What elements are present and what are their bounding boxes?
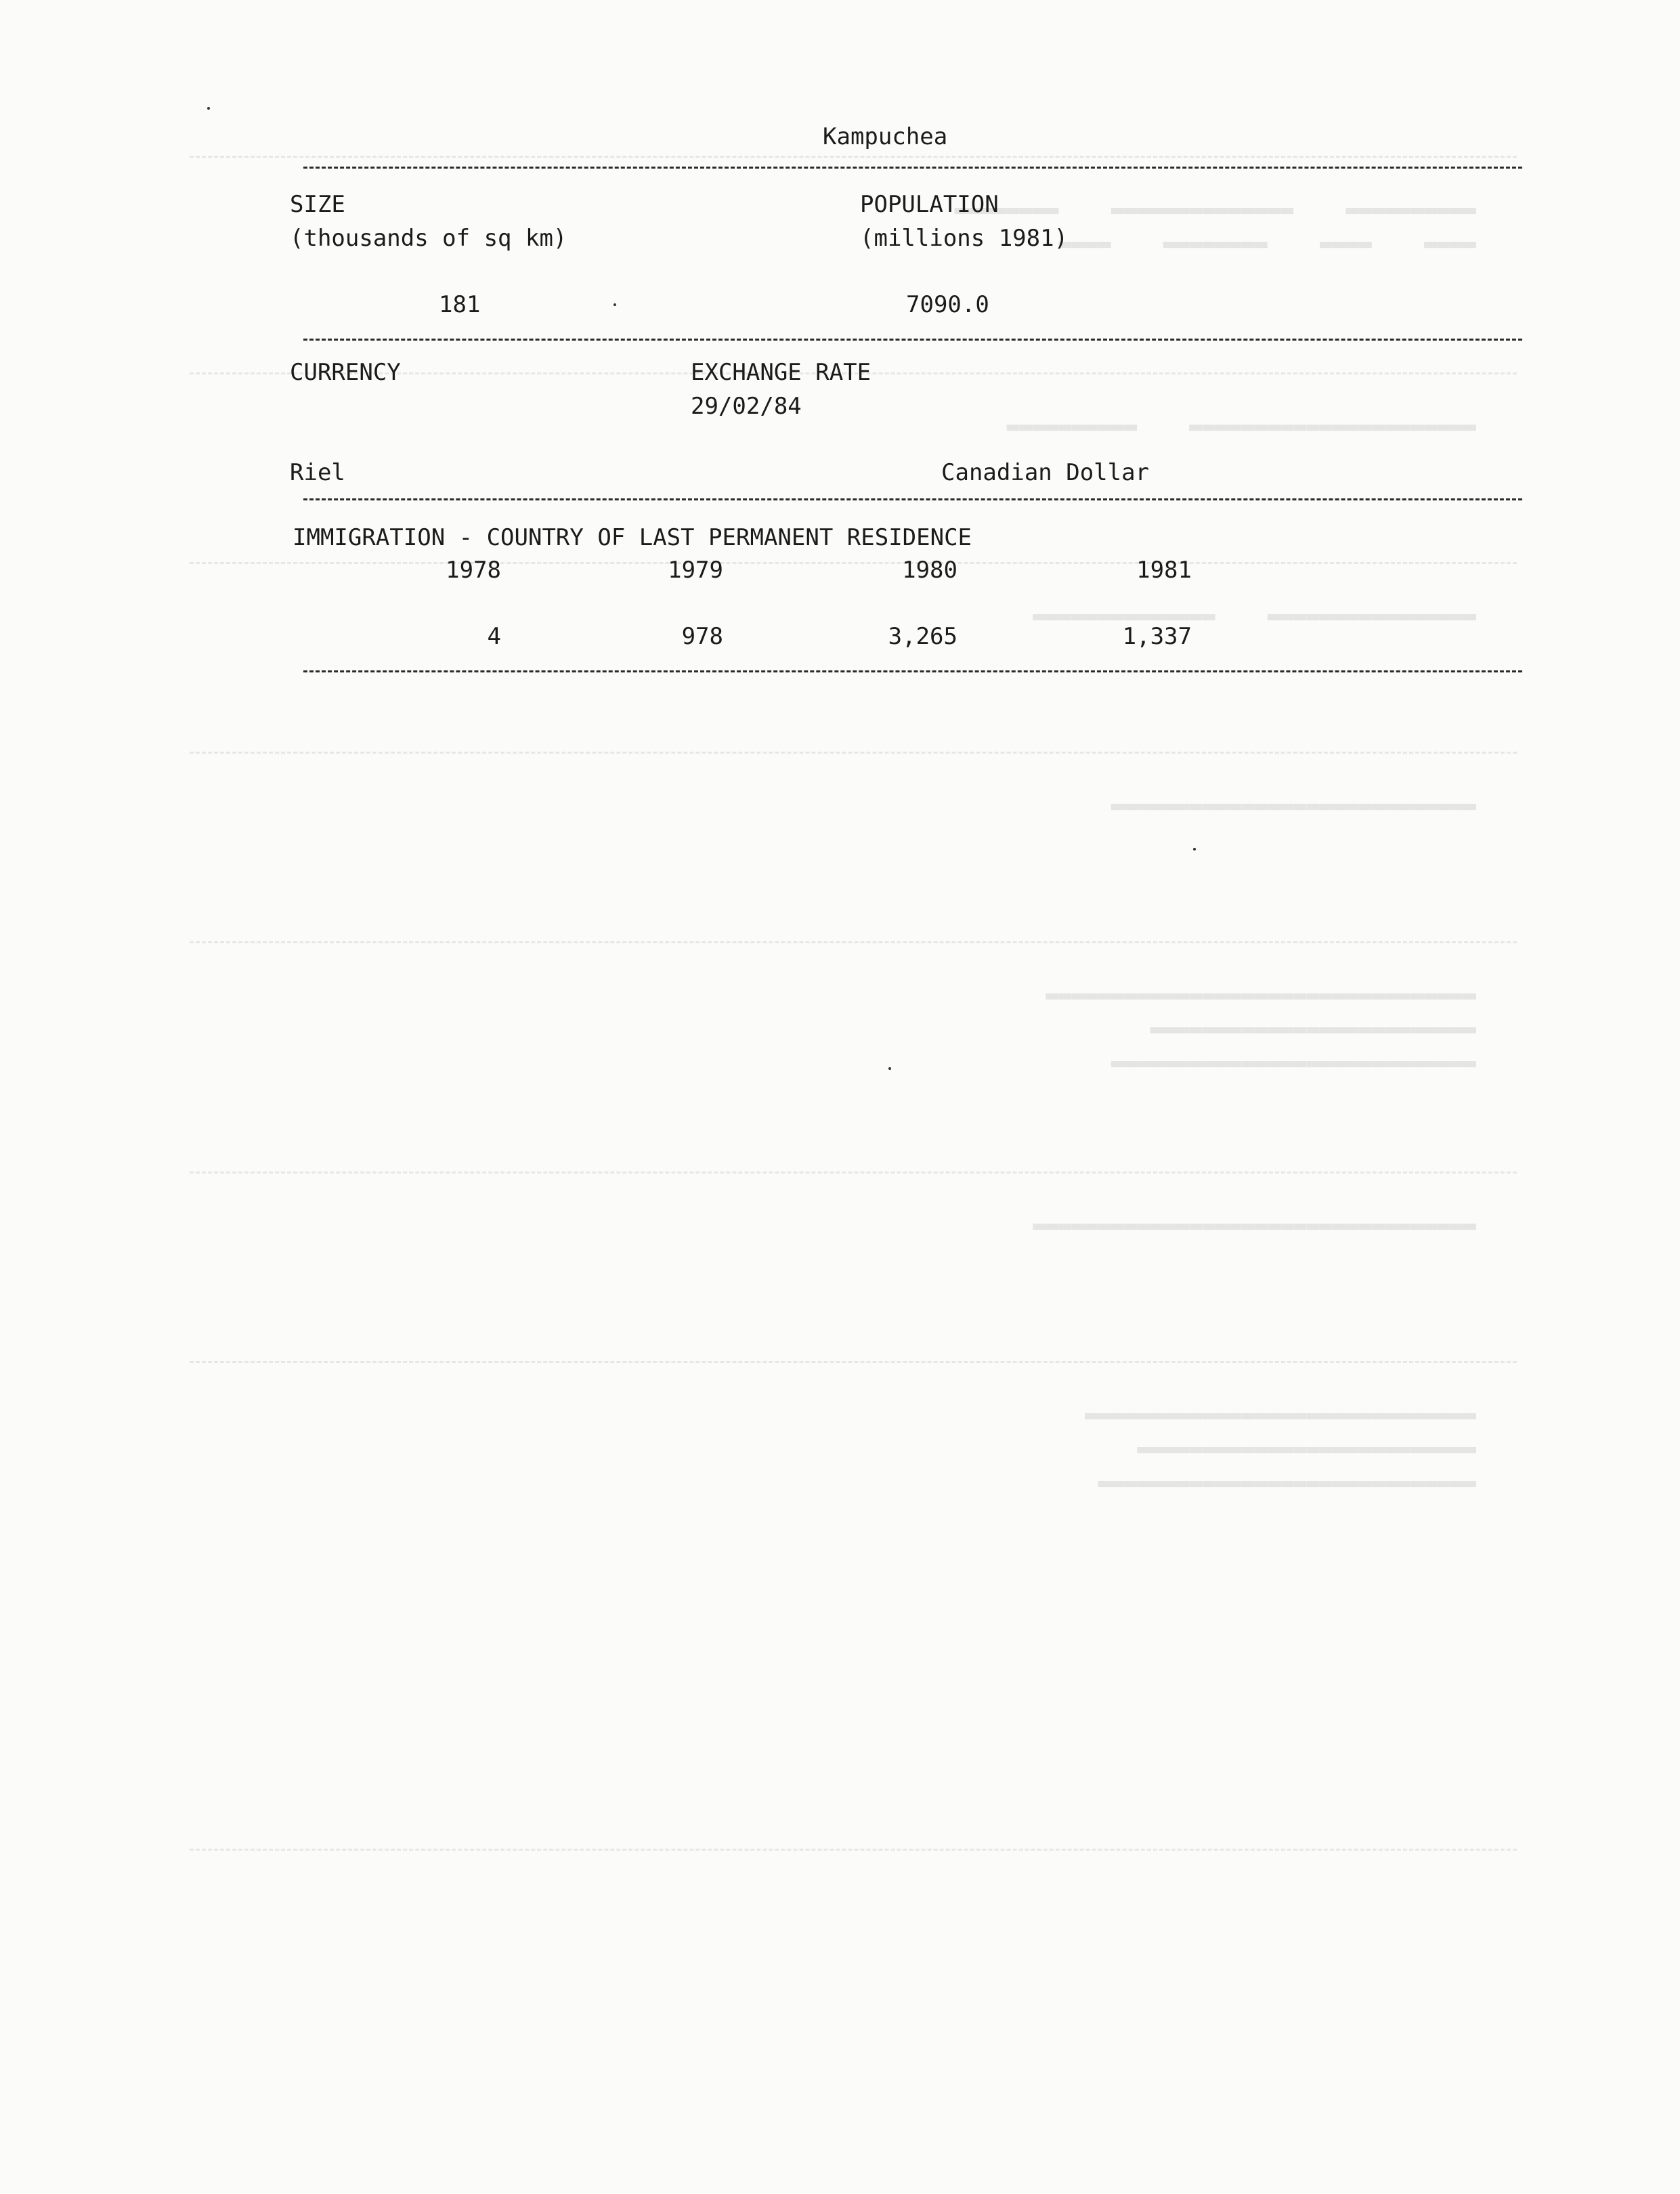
scan-speck [207,107,210,110]
immigration-year: 1980 [902,557,957,584]
exchange-rate-value: Canadian Dollar [941,459,1150,486]
exchange-rate-label: EXCHANGE RATE [691,359,871,386]
immigration-heading: IMMIGRATION - COUNTRY OF LAST PERMANENT RESIDENCE [293,524,972,551]
immigration-year: 1978 [446,557,501,584]
population-sublabel: (millions 1981) [860,225,1069,252]
size-label: SIZE [290,191,345,218]
exchange-rate-date: 29/02/84 [691,393,802,420]
currency-value: Riel [290,459,345,486]
divider [303,167,1522,169]
scan-speck [888,1067,891,1070]
immigration-value: 1,337 [1122,623,1192,650]
divider [303,339,1522,341]
page-title: Kampuchea [823,123,948,150]
population-label: POPULATION [860,191,999,218]
immigration-year: 1981 [1136,557,1192,584]
size-value: 181 [439,291,481,318]
size-sublabel: (thousands of sq km) [290,225,567,252]
population-value: 7090.0 [906,291,989,318]
bleed-through-shadow: ▬▬▬▬▬▬▬▬▬▬ ▬▬▬▬▬▬▬▬▬▬▬▬▬▬ ▬▬▬▬▬▬▬▬ ▬▬▬▬ ▬▬▬▬ ▬▬▬▬▬▬▬▬ ▬▬▬▬ ▬▬▬▬▬▬▬▬▬▬▬▬▬▬▬▬▬▬▬▬▬▬ ▬▬▬▬▬▬▬▬▬▬ ▬▬▬▬▬▬▬▬▬▬▬▬▬▬▬▬ ▬▬▬▬▬▬▬▬▬▬▬▬▬▬ ▬▬▬▬▬▬▬▬▬▬▬▬▬▬▬▬▬▬▬▬▬▬▬▬▬▬▬▬ ▬▬▬▬▬▬▬▬▬▬▬▬▬▬▬▬▬▬▬▬▬▬▬▬▬▬▬▬▬▬▬▬▬ ▬▬▬▬▬▬▬▬▬▬▬▬▬▬▬▬▬▬▬▬▬▬▬▬▬ ▬▬▬▬▬▬▬▬▬▬▬▬▬▬▬▬▬▬▬▬▬▬▬▬▬▬▬▬ ▬▬▬▬▬▬▬▬▬▬▬▬▬▬▬▬▬▬▬▬▬▬▬▬▬▬▬▬▬▬▬▬▬▬ ▬▬▬▬▬▬▬▬▬▬▬▬▬▬▬▬▬▬▬▬▬▬▬▬▬▬▬▬▬▬ ▬▬▬▬▬▬▬▬▬▬▬▬▬▬▬▬▬▬▬▬▬▬▬▬▬▬ ▬▬▬▬▬▬▬▬▬▬▬▬▬▬▬▬▬▬▬▬▬▬▬▬▬▬▬▬▬ [176,115,1517,1876]
immigration-value: 4 [487,623,501,650]
scan-speck [1193,848,1196,851]
divider [303,498,1522,500]
currency-label: CURRENCY [290,359,401,386]
immigration-year: 1979 [668,557,723,584]
immigration-value: 978 [681,623,723,650]
divider [303,670,1522,672]
immigration-value: 3,265 [888,623,957,650]
scan-speck [613,303,616,306]
